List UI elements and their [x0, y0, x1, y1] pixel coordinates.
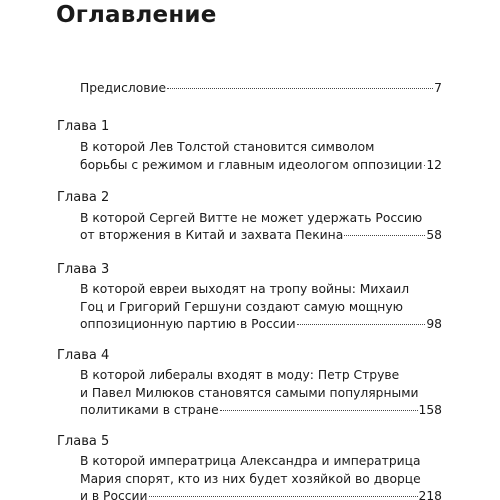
chapter-label: Глава 2: [57, 190, 110, 205]
page-number: 58: [426, 228, 442, 242]
chapter-label: Глава 4: [57, 348, 110, 363]
chapter-label: Глава 3: [57, 262, 110, 277]
leader-dots: [424, 165, 426, 166]
entry-title: и в России: [80, 489, 148, 500]
leader-dots: [297, 324, 426, 325]
entry-line: Гоц и Григорий Гершуни создают самую мощную: [80, 300, 403, 314]
entry-title: от вторжения в Китай и захвата Пекина: [80, 228, 344, 242]
entry-line: В которой евреи выходят на тропу войны: Михаил: [80, 282, 410, 296]
chapter-label: Глава 1: [57, 119, 110, 134]
entry-title: борьбы с режимом и главным идеологом оппозиции: [80, 158, 423, 172]
page-title: Оглавление: [56, 2, 217, 28]
toc-entry-chapter-2[interactable]: [80, 225, 442, 245]
toc-entry-chapter-5[interactable]: [80, 486, 442, 500]
leader-dots: [344, 235, 425, 236]
entry-line: В которой Лев Толстой становится символом: [80, 140, 375, 154]
entry-title: Предисловие: [80, 81, 167, 95]
entry-line: В которой Сергей Витте не может удержать Россию: [80, 211, 423, 225]
page-number: 7: [434, 81, 442, 95]
leader-dots: [149, 496, 418, 497]
entry-line: Мария спорят, кто из них будет хозяйкой во дворце: [80, 472, 421, 486]
page-number: 12: [426, 158, 442, 172]
toc-entry-chapter-1[interactable]: [80, 155, 442, 175]
page-number: 218: [418, 489, 442, 500]
entry-line: и Павел Милюков становятся самыми популярными: [80, 386, 419, 400]
page-number: 158: [418, 403, 442, 417]
entry-line: В которой императрица Александра и императрица: [80, 454, 421, 468]
page-number: 98: [426, 317, 442, 331]
entry-line: В которой либералы входят в моду: Петр Струве: [80, 368, 400, 382]
leader-dots: [220, 410, 418, 411]
leader-dots: [167, 88, 433, 89]
toc-entry-chapter-4[interactable]: [80, 400, 442, 420]
chapter-label: Глава 5: [57, 434, 110, 449]
toc-entry-preface[interactable]: [80, 78, 442, 98]
entry-title: оппозиционную партию в России: [80, 317, 296, 331]
entry-title: политиками в стране: [80, 403, 219, 417]
toc-entry-chapter-3[interactable]: [80, 314, 442, 334]
